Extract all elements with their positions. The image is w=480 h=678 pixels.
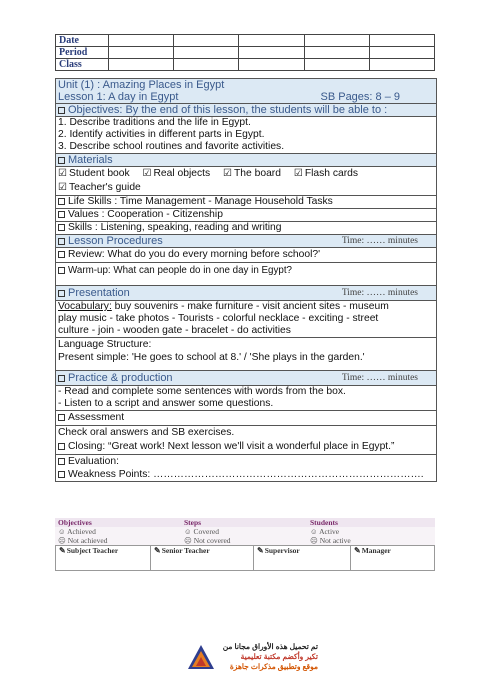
structure-text: Present simple: 'He goes to school at 8.' / 'She plays in the garden.' [58, 352, 365, 363]
footer-line: تم تحميل هذه الأوراق مجانا من [222, 642, 318, 651]
senior-teacher-label: Senior Teacher [161, 546, 210, 555]
students-col: Students [307, 518, 435, 527]
life-skills: Life Skills : Time Management - Manage Household Tasks [68, 196, 333, 207]
values-row [56, 209, 436, 222]
objective-item: 2. Identify activities in different parts in Egypt. [58, 129, 265, 140]
skills-row [56, 222, 436, 235]
practice-heading-row [56, 371, 436, 386]
period-cell[interactable] [304, 47, 369, 59]
unit-title: Unit (1) : Amazing Places in Egypt [58, 79, 225, 91]
material-label: Flash cards [304, 168, 359, 179]
footer-line: موقع وتطبيق مذكرات جاهزة [229, 662, 318, 671]
presentation-heading-row [56, 286, 436, 301]
class-cell[interactable] [174, 59, 239, 71]
vocab-text: buy souvenirs - make furniture - visit ancient sites - museum [111, 301, 389, 312]
vocab-line: play music - take photos - Tourists - colorful necklace - exciting - street [58, 313, 379, 324]
date-cell[interactable] [109, 35, 174, 47]
practice-item: - Listen to a script and answer some questions. [58, 398, 274, 409]
closing-text: Closing: “Great work! Next lesson we'll visit a wonderful place in Egypt.” [68, 441, 395, 452]
footer-text [218, 642, 318, 672]
skills: Skills : Listening, speaking, reading and writing [68, 222, 282, 233]
evaluation-label: Evaluation: [68, 456, 119, 467]
objectives-heading-row [56, 104, 436, 117]
vocab-line [58, 301, 434, 313]
supervisor-cell[interactable] [254, 546, 351, 571]
period-cell[interactable] [239, 47, 304, 59]
checkbox-icon[interactable] [58, 471, 65, 478]
class-label: Class [56, 59, 109, 71]
pen-icon: ✎ [154, 546, 161, 555]
header-grid [55, 34, 435, 71]
checkbox-icon[interactable] [58, 157, 65, 164]
evaluation-table [55, 518, 435, 571]
material-item[interactable] [143, 167, 211, 181]
checkbox-icon[interactable] [58, 267, 65, 274]
not-active-option[interactable]: ☹ Not active [310, 536, 351, 545]
material-label: Real objects [153, 168, 211, 179]
date-label: Date [56, 35, 109, 47]
structure-block [56, 338, 436, 371]
lesson-line [58, 91, 434, 103]
material-label: Student book [68, 168, 130, 179]
assessment-block [56, 426, 436, 455]
life-skills-row [56, 196, 436, 209]
procedures-time: Time: …… minutes [341, 236, 418, 246]
checkbox-icon[interactable] [58, 224, 65, 231]
closing-line [58, 440, 434, 454]
checkbox-icon[interactable] [58, 251, 65, 258]
date-cell[interactable] [239, 35, 304, 47]
footer-line: تكير وأكضم مكتبة تعليمية [240, 652, 318, 661]
practice-list [56, 386, 436, 411]
class-cell[interactable] [369, 59, 434, 71]
senior-teacher-cell[interactable] [151, 546, 254, 571]
steps-col: Steps [181, 518, 307, 527]
assessment-heading: Assessment [68, 412, 125, 423]
practice-heading: Practice & production [68, 372, 173, 384]
pen-icon: ✎ [354, 546, 361, 555]
material-label: The board [234, 168, 281, 179]
objectives-heading: Objectives: By the end of this lesson, the students will be able to : [68, 104, 388, 116]
class-cell[interactable] [304, 59, 369, 71]
vocab-label: Vocabulary: [58, 301, 112, 312]
evaluation-line [58, 455, 434, 468]
pen-icon: ✎ [257, 546, 264, 555]
achieved-option[interactable]: ☺ Achieved [58, 527, 96, 536]
active-option[interactable]: ☺ Active [310, 527, 340, 536]
material-item[interactable] [58, 167, 130, 181]
checkbox-icon[interactable] [58, 290, 65, 297]
subject-teacher-label: Subject Teacher [66, 546, 119, 555]
vocabulary-block [56, 301, 436, 338]
date-cell[interactable] [369, 35, 434, 47]
material-item[interactable] [294, 167, 358, 181]
checked-box-icon: ☑ [223, 168, 233, 179]
procedures-heading: Lesson Procedures [68, 235, 163, 247]
manager-label: Manager [361, 546, 391, 555]
period-cell[interactable] [369, 47, 434, 59]
warmup-row [56, 263, 436, 286]
presentation-time: Time: …… minutes [341, 288, 418, 298]
checked-box-icon: ☑ [58, 182, 67, 193]
weakness-points: Weakness Points: ……………………………………………………………………. [68, 469, 424, 480]
supervisor-label: Supervisor [264, 546, 300, 555]
class-cell[interactable] [109, 59, 174, 71]
period-cell[interactable] [109, 47, 174, 59]
review-text: Review: What do you do every morning before school?' [68, 249, 321, 260]
materials-heading: Materials [68, 154, 113, 166]
assessment-text: Check oral answers and SB exercises. [58, 427, 235, 438]
presentation-heading: Presentation [68, 287, 130, 299]
checkbox-icon[interactable] [58, 107, 65, 114]
material-item[interactable] [223, 167, 281, 181]
weakness-line [58, 468, 434, 481]
checked-box-icon: ☑ [293, 168, 303, 179]
site-logo-icon [186, 643, 216, 673]
structure-label: Language Structure: [58, 339, 152, 350]
checked-box-icon: ☑ [142, 168, 152, 179]
checkbox-icon[interactable] [58, 238, 65, 245]
objectives-col: Objectives [55, 518, 181, 527]
checkbox-icon[interactable] [58, 375, 65, 382]
objective-item: 3. Describe school routines and favorite activities. [58, 141, 285, 152]
period-cell[interactable] [174, 47, 239, 59]
checkbox-icon[interactable] [58, 458, 65, 465]
date-cell[interactable] [304, 35, 369, 47]
lesson-title: Lesson 1: A day in Egypt [58, 91, 179, 103]
date-cell[interactable] [174, 35, 239, 47]
material-label: Teacher's guide [68, 182, 141, 193]
pen-icon: ✎ [59, 546, 66, 555]
evaluation-block [56, 455, 436, 481]
sb-pages: SB Pages: 8 – 9 [320, 91, 400, 103]
objectives-list [56, 117, 436, 154]
warmup-text: Warm-up: What can people do in one day in Egypt? [68, 265, 293, 276]
procedures-heading-row [56, 235, 436, 248]
covered-option[interactable]: ☺ Covered [184, 527, 219, 536]
values: Values : Cooperation - Citizenship [68, 209, 223, 220]
practice-time: Time: …… minutes [341, 373, 418, 383]
checkbox-icon[interactable] [58, 443, 65, 450]
assessment-heading-row [56, 411, 436, 426]
subject-teacher-cell[interactable] [56, 546, 151, 571]
class-cell[interactable] [239, 59, 304, 71]
material-item[interactable] [58, 181, 141, 195]
lesson-plan [55, 78, 437, 482]
checkbox-icon[interactable] [58, 414, 65, 421]
objective-item: 1. Describe traditions and the life in Egypt. [58, 117, 251, 128]
checkbox-icon[interactable] [58, 198, 65, 205]
checked-box-icon: ☑ [58, 168, 67, 179]
review-row [56, 248, 436, 263]
practice-item: - Read and complete some sentences with words from the box. [58, 386, 346, 397]
not-covered-option[interactable]: ☹ Not covered [184, 536, 231, 545]
vocab-line: culture - join - wooden gate - bracelet - do activities [58, 325, 291, 336]
materials-heading-row [56, 154, 436, 167]
manager-cell[interactable] [351, 546, 435, 571]
materials-list [56, 167, 436, 196]
unit-block [56, 79, 436, 104]
period-label: Period [56, 47, 109, 59]
checkbox-icon[interactable] [58, 211, 65, 218]
not-achieved-option[interactable]: ☹ Not achieved [58, 536, 108, 545]
